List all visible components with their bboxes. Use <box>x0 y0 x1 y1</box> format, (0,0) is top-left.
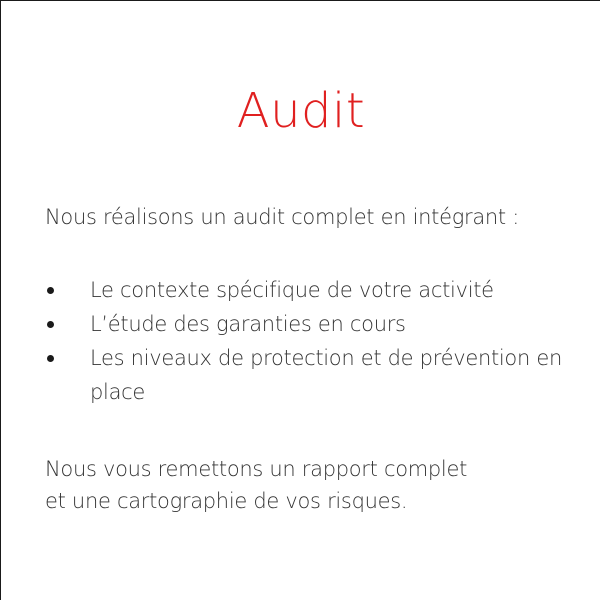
conclusion-line-2: et une cartographie de vos risques. <box>45 489 408 513</box>
bullet-list <box>45 273 575 409</box>
page-title: Audit <box>236 83 366 139</box>
list-item-text: Le contexte spécifique de votre activité <box>90 278 494 302</box>
intro-text: Nous réalisons un audit complet en intégrant : <box>45 205 520 229</box>
list-item <box>45 341 575 409</box>
bullet-dot-icon <box>47 287 54 294</box>
list-item-text: L’étude des garanties en cours <box>90 312 406 336</box>
bullet-dot-icon <box>47 355 54 362</box>
list-item <box>45 307 575 341</box>
conclusion-line-1: Nous vous remettons un rapport complet <box>45 457 468 481</box>
list-item-text: Les niveaux de protection et de prévention en place <box>90 346 562 404</box>
list-item <box>45 273 575 307</box>
bullet-dot-icon <box>47 321 54 328</box>
conclusion-text <box>45 453 575 517</box>
